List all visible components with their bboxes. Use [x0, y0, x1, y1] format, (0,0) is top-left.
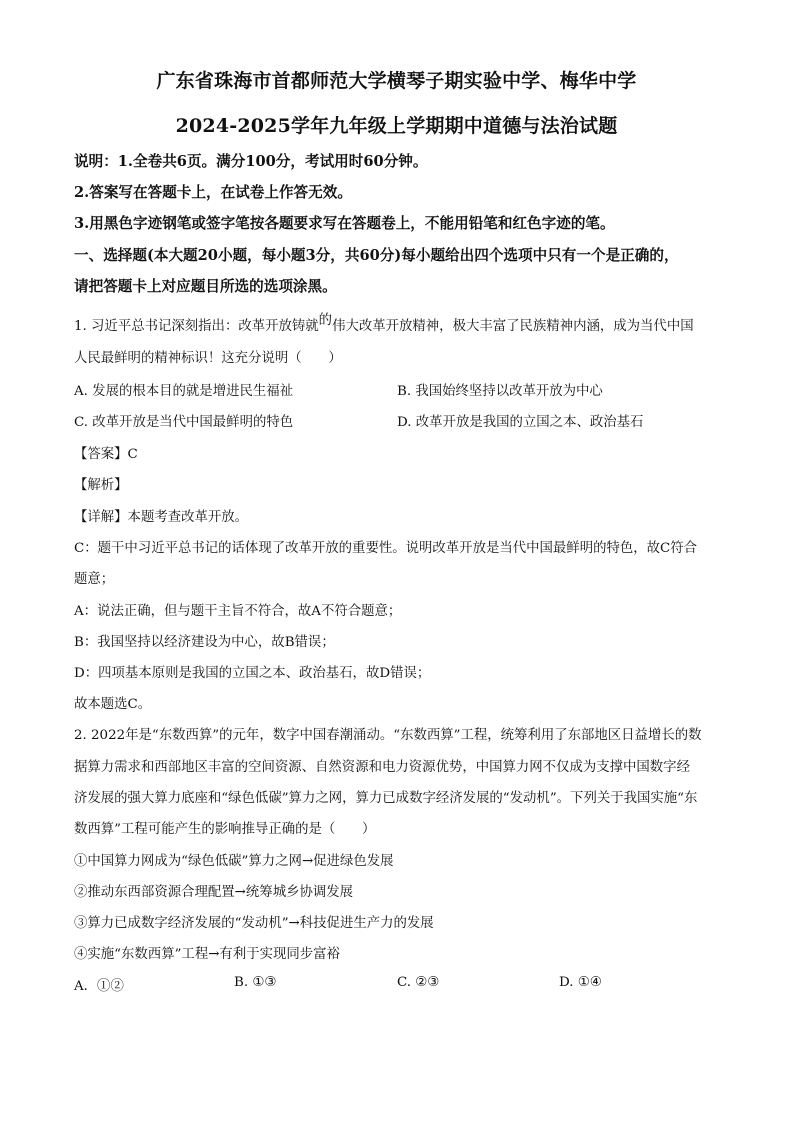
q2-option-a: A．①② — [74, 979, 124, 994]
exam-title-line2: 2024-2025学年九年级上学期期中道德与法治试题 — [175, 115, 618, 137]
q1-explain-c: C：题干中习近平总书记的话体现了改革开放的重要性。说明改革开放是当代中国最鲜明的特色，故C符合 — [74, 541, 698, 556]
q1-stem-cont: 人民最鲜明的精神标识！这充分说明（ ） — [74, 351, 342, 366]
q2-stem-4: 数西算”工程可能产生的影响推导正确的是（ ） — [74, 822, 376, 837]
q2-item-1: ①中国算力网成为“绿色低碳”算力之网→促进绿色发展 — [74, 854, 394, 869]
q2-stem-2: 据算力需求和西部地区丰富的空间资源、自然资源和电力资源优势，中国算力网不仅成为支撑中国数字经 — [74, 760, 690, 775]
q1-explain-d: D：四项基本原则是我国的立国之本、政治基石，故D错误； — [74, 666, 431, 681]
q1-option-c: C. 改革开放是当代中国最鲜明的特色 — [74, 415, 294, 430]
section-heading-cont: 请把答题卡上对应题目所选的选项涂黑。 — [74, 278, 337, 295]
q2-stem-1: 2. 2022年是“东数西算”的元年，数字中国春潮涌动。“东数西算”工程，统筹利用了东部地区日益增长的数 — [74, 728, 702, 743]
q1-explain-b: B：我国坚持以经济建设为中心，故B错误； — [74, 635, 335, 650]
exam-title-line1: 广东省珠海市首都师范大学横琴子期实验中学、梅华中学 — [156, 70, 637, 92]
q1-explain-c-cont: 题意； — [74, 572, 115, 587]
q1-option-b: B. 我国始终坚持以改革开放为中心 — [397, 384, 603, 399]
q2-option-c: C. ②③ — [397, 975, 440, 990]
q2-option-b: B. ①③ — [234, 975, 277, 990]
q2-item-3: ③算力已成数字经济发展的“发动机”→科技促进生产力的发展 — [74, 916, 434, 931]
instruction-1: 说明：1.全卷共6页。满分100分，考试用时60分钟。 — [74, 153, 428, 170]
q1-explain-a: A：说法正确，但与题干主旨不符合，故A不符合题意； — [74, 604, 402, 619]
q1-answer: 【答案】C — [74, 447, 138, 462]
q1-stem-superscript: 的 — [318, 313, 333, 328]
section-heading: 一、选择题(本大题20小题，每小题3分，共60分)每小题给出四个选项中只有一个是正确的， — [74, 247, 679, 264]
q1-stem-part-a: 1. 习近平总书记深刻指出：改革开放铸就 — [74, 319, 319, 334]
q2-item-4: ④实施“东数西算”工程→有利于实现同步富裕 — [74, 947, 340, 962]
q1-conclusion: 故本题选C。 — [74, 697, 152, 712]
q2-stem-3: 济发展的强大算力底座和“绿色低碳”算力之网，算力已成数字经济发展的“发动机”。下列关于我国实施“东 — [74, 791, 698, 806]
q1-option-a: A. 发展的根本目的就是增进民生福祉 — [74, 384, 294, 399]
q1-stem — [74, 315, 694, 334]
q1-analysis-label: 【解析】 — [74, 478, 128, 493]
q1-stem-part-b: 伟大改革开放精神，极大丰富了民族精神内涵，成为当代中国 — [332, 319, 694, 334]
instruction-2: 2.答案写在答题卡上，在试卷上作答无效。 — [74, 184, 352, 201]
q1-option-d: D. 改革开放是我国的立国之本、政治基石 — [397, 415, 644, 430]
q1-detail: 【详解】本题考查改革开放。 — [74, 510, 249, 525]
q2-option-d: D. ①④ — [559, 975, 602, 990]
q2-item-2: ②推动东西部资源合理配置→统筹城乡协调发展 — [74, 885, 354, 900]
instruction-3: 3.用黑色字迹钢笔或签字笔按各题要求写在答题卷上，不能用铅笔和红色字迹的笔。 — [74, 215, 615, 232]
